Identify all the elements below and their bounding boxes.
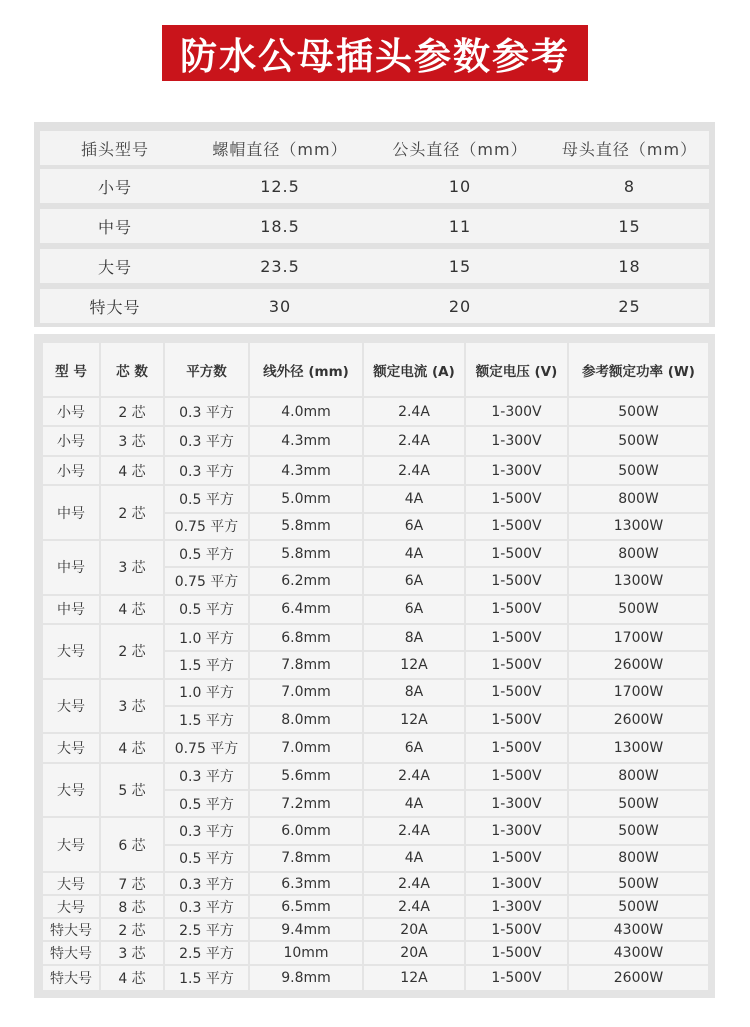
spec-table [41, 341, 710, 992]
spec-cell-cross-section: 0.75 平方 [164, 567, 249, 594]
spec-cell-outer-diameter: 9.8mm [249, 965, 363, 991]
spec-cell-rated-power: 1300W [568, 513, 709, 540]
size-cell: 18.5 [260, 216, 300, 236]
spec-table-row [42, 872, 709, 895]
spec-cell-cores: 2 芯 [100, 485, 164, 540]
page-title: 防水公母插头参数参考 [180, 35, 570, 78]
spec-cell-outer-diameter: 7.8mm [249, 651, 363, 678]
spec-cell-rated-power: 500W [568, 397, 709, 426]
size-cell: 20 [448, 296, 472, 316]
size-header-model: 插头型号 [80, 139, 149, 159]
spec-cell-outer-diameter: 6.8mm [249, 624, 363, 651]
spec-table-row [42, 595, 709, 624]
spec-cell-rated-voltage: 1-300V [465, 817, 568, 844]
spec-cell-rated-power: 500W [568, 595, 709, 624]
spec-cell-model: 大号 [42, 624, 100, 679]
size-table-row [40, 249, 709, 283]
spec-cell-cross-section: 0.3 平方 [164, 872, 249, 895]
spec-cell-cores: 4 芯 [100, 965, 164, 991]
spec-cell-rated-voltage: 1-500V [465, 651, 568, 678]
spec-header-outer-diameter: 线外径 (mm) [249, 342, 363, 397]
spec-cell-cores: 3 芯 [100, 426, 164, 455]
spec-cell-model: 特大号 [42, 941, 100, 964]
spec-cell-rated-power: 500W [568, 426, 709, 455]
spec-table-row [42, 540, 709, 567]
spec-cell-rated-current: 6A [363, 595, 465, 624]
spec-cell-cross-section: 0.3 平方 [164, 817, 249, 844]
spec-cell-rated-voltage: 1-500V [465, 918, 568, 941]
spec-cell-rated-current: 20A [363, 941, 465, 964]
spec-cell-rated-power: 500W [568, 895, 709, 918]
spec-cell-rated-current: 12A [363, 965, 465, 991]
spec-cell-outer-diameter: 8.0mm [249, 706, 363, 733]
spec-cell-rated-power: 1300W [568, 733, 709, 762]
spec-cell-rated-power: 800W [568, 485, 709, 512]
spec-cell-rated-current: 12A [363, 706, 465, 733]
spec-cell-cross-section: 2.5 平方 [164, 941, 249, 964]
spec-cell-model: 大号 [42, 895, 100, 918]
spec-table-row [42, 763, 709, 790]
spec-cell-outer-diameter: 4.0mm [249, 397, 363, 426]
spec-cell-rated-power: 500W [568, 872, 709, 895]
size-cell: 大号 [97, 257, 132, 277]
spec-header-rated-current: 额定电流 (A) [363, 342, 465, 397]
spec-cell-cross-section: 0.75 平方 [164, 733, 249, 762]
spec-cell-outer-diameter: 7.0mm [249, 679, 363, 706]
size-cell: 12.5 [260, 176, 300, 196]
spec-cell-rated-voltage: 1-500V [465, 567, 568, 594]
spec-cell-outer-diameter: 4.3mm [249, 456, 363, 485]
spec-cell-rated-voltage: 1-500V [465, 706, 568, 733]
spec-cell-rated-power: 4300W [568, 941, 709, 964]
spec-table-panel [34, 334, 715, 998]
spec-table-row [42, 941, 709, 964]
spec-cell-cores: 3 芯 [100, 679, 164, 734]
spec-cell-rated-power: 2600W [568, 965, 709, 991]
spec-cell-rated-power: 2600W [568, 651, 709, 678]
size-cell: 中号 [97, 217, 132, 237]
spec-cell-cross-section: 0.5 平方 [164, 540, 249, 567]
spec-cell-rated-power: 800W [568, 763, 709, 790]
spec-cell-cross-section: 1.0 平方 [164, 624, 249, 651]
spec-cell-cores: 2 芯 [100, 918, 164, 941]
spec-table-row [42, 965, 709, 991]
spec-cell-model: 特大号 [42, 965, 100, 991]
spec-cell-rated-current: 6A [363, 733, 465, 762]
spec-cell-model: 大号 [42, 817, 100, 872]
spec-cell-outer-diameter: 4.3mm [249, 426, 363, 455]
spec-cell-outer-diameter: 6.0mm [249, 817, 363, 844]
spec-cell-rated-voltage: 1-300V [465, 790, 568, 817]
spec-table-row [42, 817, 709, 844]
size-table-header [40, 131, 709, 165]
spec-cell-cross-section: 1.5 平方 [164, 651, 249, 678]
spec-cell-cores: 4 芯 [100, 595, 164, 624]
spec-cell-cross-section: 1.0 平方 [164, 679, 249, 706]
spec-cell-model: 特大号 [42, 918, 100, 941]
size-cell: 25 [618, 296, 641, 316]
spec-cell-rated-current: 4A [363, 845, 465, 872]
spec-header-cores: 芯 数 [100, 342, 164, 397]
spec-cell-outer-diameter: 5.8mm [249, 540, 363, 567]
size-cell: 10 [448, 176, 472, 196]
spec-cell-outer-diameter: 6.4mm [249, 595, 363, 624]
spec-table-row [42, 426, 709, 455]
spec-cell-rated-current: 6A [363, 513, 465, 540]
spec-cell-rated-current: 20A [363, 918, 465, 941]
spec-cell-cross-section: 0.5 平方 [164, 790, 249, 817]
spec-cell-outer-diameter: 9.4mm [249, 918, 363, 941]
spec-cell-rated-current: 2.4A [363, 872, 465, 895]
spec-cell-model: 小号 [42, 426, 100, 455]
spec-cell-rated-voltage: 1-300V [465, 895, 568, 918]
spec-cell-rated-power: 800W [568, 845, 709, 872]
size-table-row [40, 169, 709, 203]
spec-cell-rated-power: 1300W [568, 567, 709, 594]
spec-cell-cross-section: 0.3 平方 [164, 426, 249, 455]
spec-cell-rated-current: 2.4A [363, 763, 465, 790]
plug-size-table [34, 122, 715, 327]
spec-cell-cross-section: 0.3 平方 [164, 763, 249, 790]
spec-cell-outer-diameter: 6.3mm [249, 872, 363, 895]
spec-cell-cross-section: 0.5 平方 [164, 595, 249, 624]
spec-cell-model: 大号 [42, 679, 100, 734]
spec-cell-cross-section: 0.5 平方 [164, 845, 249, 872]
spec-header-cross-section: 平方数 [164, 342, 249, 397]
size-header-female-diameter: 母头直径（mm） [561, 139, 698, 159]
spec-cell-cores: 3 芯 [100, 540, 164, 595]
spec-cell-rated-voltage: 1-500V [465, 965, 568, 991]
spec-cell-rated-current: 4A [363, 790, 465, 817]
spec-cell-cores: 4 芯 [100, 733, 164, 762]
spec-table-row [42, 733, 709, 762]
spec-cell-rated-power: 2600W [568, 706, 709, 733]
spec-cell-rated-voltage: 1-500V [465, 679, 568, 706]
size-cell: 15 [448, 256, 472, 276]
spec-table-row [42, 918, 709, 941]
spec-cell-rated-voltage: 1-300V [465, 872, 568, 895]
spec-cell-rated-voltage: 1-500V [465, 540, 568, 567]
spec-cell-rated-power: 4300W [568, 918, 709, 941]
spec-cell-rated-current: 8A [363, 624, 465, 651]
spec-cell-rated-current: 2.4A [363, 426, 465, 455]
size-cell: 23.5 [260, 256, 300, 276]
spec-cell-cores: 2 芯 [100, 397, 164, 426]
size-table-row [40, 209, 709, 243]
spec-table-row [42, 456, 709, 485]
spec-cell-rated-current: 2.4A [363, 895, 465, 918]
spec-cell-rated-current: 4A [363, 485, 465, 512]
spec-cell-rated-voltage: 1-500V [465, 845, 568, 872]
spec-cell-rated-voltage: 1-500V [465, 763, 568, 790]
spec-cell-model: 小号 [42, 456, 100, 485]
spec-cell-rated-power: 800W [568, 540, 709, 567]
spec-cell-cross-section: 0.3 平方 [164, 895, 249, 918]
spec-table-row [42, 679, 709, 706]
spec-cell-outer-diameter: 7.0mm [249, 733, 363, 762]
spec-cell-cores: 7 芯 [100, 872, 164, 895]
spec-cell-rated-voltage: 1-500V [465, 513, 568, 540]
size-header-male-diameter: 公头直径（mm） [392, 139, 528, 159]
spec-cell-model: 大号 [42, 763, 100, 818]
spec-cell-model: 大号 [42, 733, 100, 762]
size-cell: 8 [623, 176, 636, 196]
spec-cell-cross-section: 0.3 平方 [164, 397, 249, 426]
size-cell: 小号 [97, 177, 132, 197]
spec-cell-rated-voltage: 1-500V [465, 941, 568, 964]
size-cell: 特大号 [89, 297, 141, 317]
spec-cell-rated-current: 12A [363, 651, 465, 678]
spec-cell-cross-section: 0.5 平方 [164, 485, 249, 512]
spec-cell-rated-voltage: 1-300V [465, 456, 568, 485]
spec-cell-model: 小号 [42, 397, 100, 426]
spec-cell-model: 中号 [42, 485, 100, 540]
size-header-nut-diameter: 螺帽直径（mm） [212, 139, 348, 159]
spec-cell-rated-current: 2.4A [363, 456, 465, 485]
spec-cell-outer-diameter: 6.5mm [249, 895, 363, 918]
spec-cell-outer-diameter: 10mm [249, 941, 363, 964]
spec-cell-cross-section: 0.3 平方 [164, 456, 249, 485]
size-table-row [40, 289, 709, 323]
spec-cell-cross-section: 1.5 平方 [164, 965, 249, 991]
spec-header-rated-power: 参考额定功率 (W) [568, 342, 709, 397]
spec-cell-cores: 2 芯 [100, 624, 164, 679]
spec-cell-cores: 6 芯 [100, 817, 164, 872]
spec-cell-cores: 5 芯 [100, 763, 164, 818]
spec-table-row [42, 624, 709, 651]
spec-cell-cross-section: 0.75 平方 [164, 513, 249, 540]
spec-cell-cores: 4 芯 [100, 456, 164, 485]
size-cell: 15 [618, 216, 641, 236]
page-title-banner [162, 25, 588, 81]
spec-cell-outer-diameter: 5.6mm [249, 763, 363, 790]
spec-cell-rated-voltage: 1-500V [465, 733, 568, 762]
spec-cell-rated-power: 1700W [568, 679, 709, 706]
spec-cell-outer-diameter: 7.2mm [249, 790, 363, 817]
spec-cell-rated-current: 4A [363, 540, 465, 567]
spec-cell-cores: 3 芯 [100, 941, 164, 964]
spec-cell-rated-current: 2.4A [363, 397, 465, 426]
spec-cell-rated-current: 8A [363, 679, 465, 706]
spec-header-rated-voltage: 额定电压 (V) [465, 342, 568, 397]
spec-cell-model: 大号 [42, 872, 100, 895]
spec-table-body [42, 397, 709, 991]
spec-header-model: 型 号 [42, 342, 100, 397]
size-cell: 30 [268, 296, 292, 316]
spec-cell-rated-power: 500W [568, 456, 709, 485]
spec-cell-outer-diameter: 5.8mm [249, 513, 363, 540]
spec-cell-rated-power: 500W [568, 817, 709, 844]
spec-header-row [42, 342, 709, 397]
size-cell: 18 [618, 256, 641, 276]
spec-cell-model: 中号 [42, 540, 100, 595]
spec-cell-rated-voltage: 1-300V [465, 397, 568, 426]
spec-cell-cross-section: 2.5 平方 [164, 918, 249, 941]
spec-cell-model: 中号 [42, 595, 100, 624]
spec-cell-outer-diameter: 6.2mm [249, 567, 363, 594]
spec-cell-outer-diameter: 5.0mm [249, 485, 363, 512]
spec-table-row [42, 485, 709, 512]
spec-cell-rated-current: 2.4A [363, 817, 465, 844]
spec-cell-cross-section: 1.5 平方 [164, 706, 249, 733]
spec-cell-rated-current: 6A [363, 567, 465, 594]
spec-cell-rated-power: 500W [568, 790, 709, 817]
spec-cell-rated-voltage: 1-300V [465, 426, 568, 455]
spec-table-row [42, 895, 709, 918]
spec-cell-cores: 8 芯 [100, 895, 164, 918]
spec-cell-rated-power: 1700W [568, 624, 709, 651]
spec-cell-rated-voltage: 1-500V [465, 595, 568, 624]
spec-cell-outer-diameter: 7.8mm [249, 845, 363, 872]
size-cell: 11 [448, 216, 472, 236]
spec-cell-rated-voltage: 1-500V [465, 485, 568, 512]
spec-cell-rated-voltage: 1-500V [465, 624, 568, 651]
spec-table-row [42, 397, 709, 426]
